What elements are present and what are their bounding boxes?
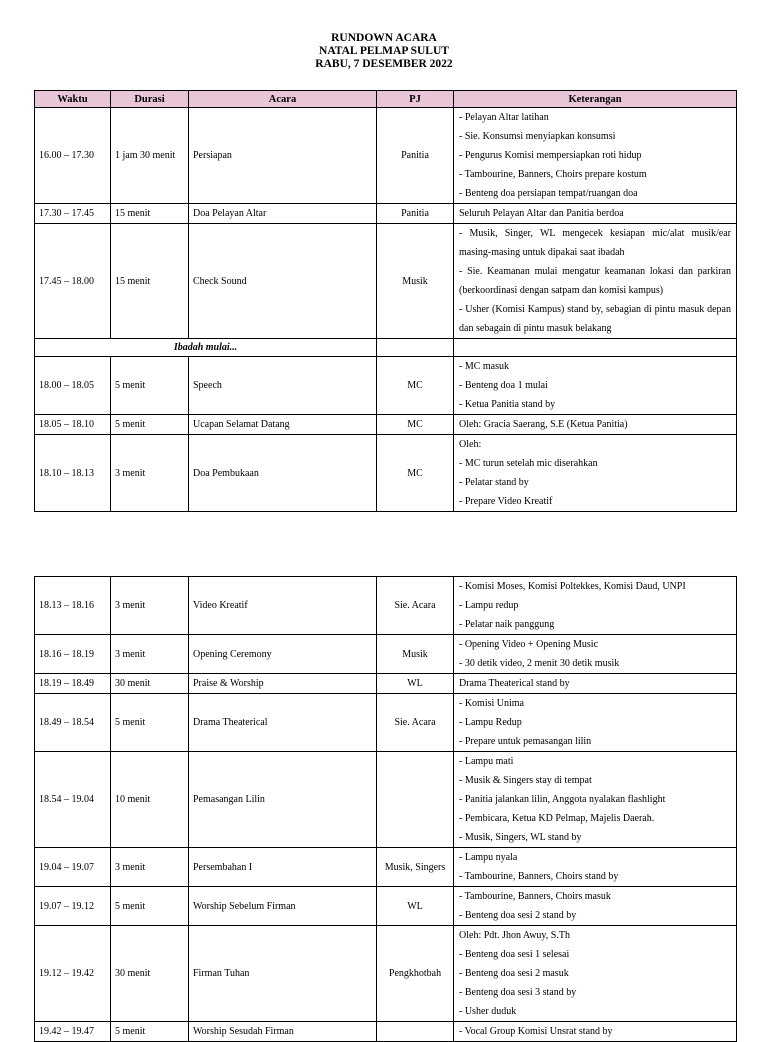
- table-row: [35, 674, 737, 694]
- keterangan-line: Oleh: Gracia Saerang, S.E (Ketua Panitia): [459, 419, 628, 430]
- empty-cell: [454, 339, 737, 357]
- cell-pj: MC: [377, 435, 454, 512]
- cell-durasi: 5 menit: [111, 1022, 189, 1042]
- table-row: [35, 752, 737, 848]
- keterangan-line: - Benteng doa sesi 2 stand by: [459, 910, 577, 921]
- cell-keterangan: [454, 635, 737, 674]
- table-row: [35, 887, 737, 926]
- table-row: [35, 435, 737, 512]
- keterangan-line: - Pembicara, Ketua KD Pelmap, Majelis Daerah.: [459, 813, 655, 824]
- keterangan-line: - Komisi Moses, Komisi Poltekkes, Komisi Daud, UNPI: [459, 581, 686, 592]
- keterangan-line: - Ketua Panitia stand by: [459, 399, 556, 410]
- cell-durasi: 3 menit: [111, 577, 189, 635]
- rundown-table-2: [34, 576, 737, 1042]
- cell-keterangan: [454, 694, 737, 752]
- keterangan-line: Drama Theaterical stand by: [459, 678, 570, 689]
- keterangan-line: - Prepare untuk pemasangan lilin: [459, 736, 592, 747]
- keterangan-line: - Lampu nyala: [459, 852, 518, 863]
- cell-keterangan: [454, 435, 737, 512]
- cell-waktu: 18.49 – 18.54: [35, 694, 111, 752]
- cell-pj: Musik: [377, 635, 454, 674]
- header-durasi: Durasi: [111, 91, 189, 108]
- keterangan-line: - Vocal Group Komisi Unsrat stand by: [459, 1026, 613, 1037]
- keterangan-line: - Komisi Unima: [459, 698, 524, 709]
- table-row: [35, 108, 737, 204]
- keterangan-line: - MC turun setelah mic diserahkan: [459, 458, 598, 469]
- table-row: [35, 848, 737, 887]
- header-waktu: Waktu: [35, 91, 111, 108]
- cell-pj: WL: [377, 674, 454, 694]
- cell-acara: Worship Sesudah Firman: [189, 1022, 377, 1042]
- keterangan-line: - Pelatar naik panggung: [459, 619, 555, 630]
- cell-pj: [377, 1022, 454, 1042]
- cell-pj: Panitia: [377, 204, 454, 224]
- cell-pj: Sie. Acara: [377, 694, 454, 752]
- rundown-table-1: [34, 90, 737, 512]
- table-row: [35, 224, 737, 339]
- keterangan-line: - Benteng doa persiapan tempat/ruangan doa: [459, 188, 638, 199]
- cell-durasi: 30 menit: [111, 674, 189, 694]
- cell-waktu: 19.42 – 19.47: [35, 1022, 111, 1042]
- cell-keterangan: [454, 674, 737, 694]
- cell-pj: MC: [377, 415, 454, 435]
- keterangan-line: - Lampu redup: [459, 600, 519, 611]
- cell-pj: Musik, Singers: [377, 848, 454, 887]
- cell-keterangan: [454, 926, 737, 1022]
- keterangan-line: - MC masuk: [459, 361, 509, 372]
- keterangan-line: - Benteng doa sesi 2 masuk: [459, 968, 569, 979]
- cell-acara: Opening Ceremony: [189, 635, 377, 674]
- keterangan-line: - 30 detik video, 2 menit 30 detik musik: [459, 658, 620, 669]
- cell-waktu: 19.04 – 19.07: [35, 848, 111, 887]
- cell-acara: Pemasangan Lilin: [189, 752, 377, 848]
- cell-durasi: 3 menit: [111, 635, 189, 674]
- keterangan-line: - Pengurus Komisi mempersiapkan roti hidup: [459, 150, 642, 161]
- cell-durasi: 10 menit: [111, 752, 189, 848]
- cell-waktu: 17.30 – 17.45: [35, 204, 111, 224]
- cell-durasi: 5 menit: [111, 694, 189, 752]
- doc-title-3: RABU, 7 DESEMBER 2022: [315, 58, 453, 70]
- keterangan-line: - Pelayan Altar latihan: [459, 112, 549, 123]
- keterangan-line: - Panitia jalankan lilin, Anggota nyalakan flashlight: [459, 794, 666, 805]
- keterangan-line: - Tambourine, Banners, Choirs masuk: [459, 891, 611, 902]
- cell-pj: [377, 752, 454, 848]
- cell-keterangan: [454, 204, 737, 224]
- cell-acara: Check Sound: [189, 224, 377, 339]
- cell-keterangan: [454, 752, 737, 848]
- cell-keterangan: [454, 415, 737, 435]
- section-label: Ibadah mulai...: [35, 339, 377, 357]
- cell-acara: Persembahan I: [189, 848, 377, 887]
- empty-cell: [377, 339, 454, 357]
- table-row: [35, 694, 737, 752]
- keterangan-line: - Usher (Komisi Kampus) stand by, sebagian di pintu masuk depan dan sebagain di pintu masuk belakang: [459, 304, 731, 334]
- table-row: [35, 926, 737, 1022]
- table-row: [35, 577, 737, 635]
- keterangan-line: - Musik, Singers, WL stand by: [459, 832, 582, 843]
- keterangan-line: Oleh: Pdt. Jhon Awuy, S.Th: [459, 930, 570, 941]
- cell-durasi: 1 jam 30 menit: [111, 108, 189, 204]
- keterangan-line: - Benteng doa sesi 1 selesai: [459, 949, 570, 960]
- cell-keterangan: [454, 848, 737, 887]
- doc-title-2: NATAL PELMAP SULUT: [319, 45, 449, 57]
- keterangan-line: - Usher duduk: [459, 1006, 517, 1017]
- cell-acara: Speech: [189, 357, 377, 415]
- cell-durasi: 30 menit: [111, 926, 189, 1022]
- keterangan-line: - Sie. Keamanan mulai mengatur keamanan lokasi dan parkiran (berkoordinasi dengan satpam dan komisi kampus): [459, 266, 731, 296]
- cell-waktu: 18.16 – 18.19: [35, 635, 111, 674]
- cell-acara: Doa Pelayan Altar: [189, 204, 377, 224]
- keterangan-line: - Prepare Video Kreatif: [459, 496, 553, 507]
- table-header-row: [35, 91, 737, 108]
- table-row: [35, 339, 737, 357]
- keterangan-line: - Opening Video + Opening Music: [459, 639, 599, 650]
- cell-waktu: 18.13 – 18.16: [35, 577, 111, 635]
- cell-waktu: 17.45 – 18.00: [35, 224, 111, 339]
- keterangan-line: - Benteng doa 1 mulai: [459, 380, 548, 391]
- doc-title-1: RUNDOWN ACARA: [331, 32, 437, 44]
- cell-keterangan: [454, 108, 737, 204]
- table-row: [35, 635, 737, 674]
- cell-waktu: 16.00 – 17.30: [35, 108, 111, 204]
- cell-pj: Sie. Acara: [377, 577, 454, 635]
- cell-acara: Ucapan Selamat Datang: [189, 415, 377, 435]
- cell-pj: Pengkhotbah: [377, 926, 454, 1022]
- cell-waktu: 19.07 – 19.12: [35, 887, 111, 926]
- cell-durasi: 15 menit: [111, 204, 189, 224]
- cell-durasi: 15 menit: [111, 224, 189, 339]
- cell-waktu: 18.19 – 18.49: [35, 674, 111, 694]
- cell-keterangan: [454, 887, 737, 926]
- cell-acara: Persiapan: [189, 108, 377, 204]
- cell-waktu: 18.54 – 19.04: [35, 752, 111, 848]
- table-row: [35, 204, 737, 224]
- header-pj: PJ: [377, 91, 454, 108]
- cell-acara: Praise & Worship: [189, 674, 377, 694]
- cell-acara: Video Kreatif: [189, 577, 377, 635]
- header-keterangan: Keterangan: [454, 91, 737, 108]
- cell-waktu: 18.10 – 18.13: [35, 435, 111, 512]
- keterangan-line: - Pelatar stand by: [459, 477, 529, 488]
- cell-pj: MC: [377, 357, 454, 415]
- cell-pj: WL: [377, 887, 454, 926]
- keterangan-line: - Tambourine, Banners, Choirs prepare kostum: [459, 169, 647, 180]
- keterangan-line: Seluruh Pelayan Altar dan Panitia berdoa: [459, 208, 624, 219]
- cell-acara: Worship Sebelum Firman: [189, 887, 377, 926]
- cell-acara: Drama Theaterical: [189, 694, 377, 752]
- cell-pj: Musik: [377, 224, 454, 339]
- cell-waktu: 19.12 – 19.42: [35, 926, 111, 1022]
- cell-acara: Doa Pembukaan: [189, 435, 377, 512]
- cell-durasi: 3 menit: [111, 435, 189, 512]
- cell-pj: Panitia: [377, 108, 454, 204]
- keterangan-line: - Sie. Konsumsi menyiapkan konsumsi: [459, 131, 616, 142]
- keterangan-line: Oleh:: [459, 439, 482, 450]
- keterangan-line: - Lampu mati: [459, 756, 514, 767]
- keterangan-line: - Tambourine, Banners, Choirs stand by: [459, 871, 619, 882]
- cell-keterangan: [454, 1022, 737, 1042]
- cell-keterangan: [454, 224, 737, 339]
- cell-durasi: 5 menit: [111, 415, 189, 435]
- cell-waktu: 18.05 – 18.10: [35, 415, 111, 435]
- table-row: [35, 415, 737, 435]
- cell-keterangan: [454, 577, 737, 635]
- keterangan-line: - Musik & Singers stay di tempat: [459, 775, 592, 786]
- table-row: [35, 1022, 737, 1042]
- header-acara: Acara: [189, 91, 377, 108]
- keterangan-line: - Benteng doa sesi 3 stand by: [459, 987, 577, 998]
- cell-durasi: 5 menit: [111, 887, 189, 926]
- cell-keterangan: [454, 357, 737, 415]
- cell-acara: Firman Tuhan: [189, 926, 377, 1022]
- cell-durasi: 5 menit: [111, 357, 189, 415]
- cell-durasi: 3 menit: [111, 848, 189, 887]
- keterangan-line: - Lampu Redup: [459, 717, 522, 728]
- cell-waktu: 18.00 – 18.05: [35, 357, 111, 415]
- keterangan-line: - Musik, Singer, WL mengecek kesiapan mic/alat musik/ear masing-masing untuk dipakai saat ibadah: [459, 228, 731, 258]
- table-row: [35, 357, 737, 415]
